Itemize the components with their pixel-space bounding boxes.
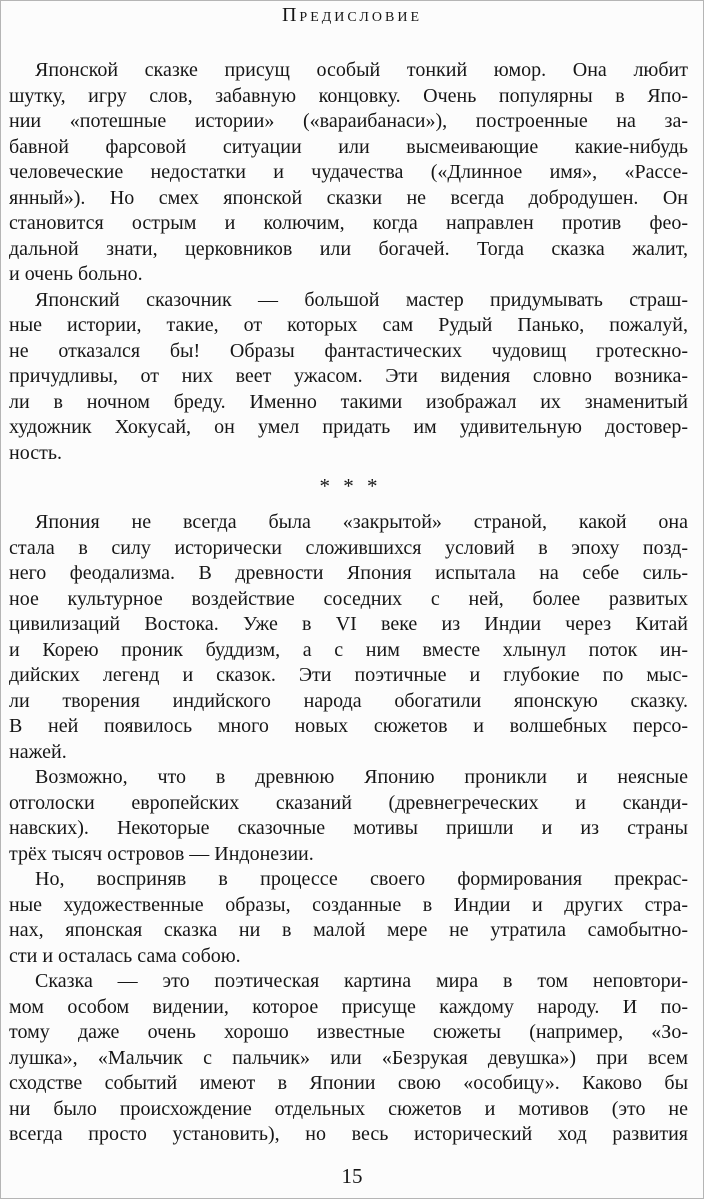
page-header: Предисловие — [281, 4, 423, 26]
text-line: тому даже очень хорошо известные сюжеты (например, «Зо- — [9, 1021, 688, 1043]
text-line: нах, японская сказка ни в малой мере не утратила самобытно- — [9, 919, 688, 941]
text-line: всегда просто установить), но весь исторический ход развития — [9, 1123, 688, 1145]
text-line: и Корею проник буддизм, а с ним вместе хлынул поток ин- — [9, 638, 688, 661]
section-separator: * * * — [319, 474, 378, 498]
text-line: него феодализма. В древности Япония испытала на себе силь- — [9, 562, 688, 584]
text-line: мом особом видении, которое присуще каждому народу. И по- — [9, 995, 688, 1018]
text-line: бавной фарсовой ситуации или высмеивающие какие-нибудь — [9, 135, 688, 158]
text-line: Японский сказочник — большой мастер придумывать страш- — [35, 288, 688, 311]
body-text — [1, 58, 703, 1148]
text-line: ность. — [9, 441, 62, 464]
text-line: художник Хокусай, он умел придать им удивительную достовер- — [9, 416, 688, 438]
text-line: Япония не всегда была «закрытой» страной, какой она — [35, 511, 688, 533]
text-line: сти и осталась сама собою. — [9, 944, 241, 967]
text-line: Возможно, что в древнюю Японию проникли и неясные — [35, 766, 688, 788]
text-line: трёх тысяч островов — Индонезии. — [9, 842, 314, 865]
text-line: Но, восприняв в процессе своего формирования прекрас- — [35, 868, 688, 890]
page-number: 15 — [341, 1163, 363, 1188]
paragraph — [9, 765, 688, 867]
text-line: дийских легенд и сказок. Эти поэтичные и глубокие по мыс- — [9, 664, 688, 686]
text-line: и очень больно. — [9, 263, 143, 285]
text-line: Японской сказке присущ особый тонкий юмор. Она любит — [35, 59, 688, 81]
text-line: Сказка — это поэтическая картина мира в том неповтори- — [35, 970, 688, 992]
text-line: ли творения индийского народа обогатили японскую сказку. — [9, 689, 688, 712]
text-line: ни было происхождение отдельных сюжетов и мотивов (это не — [9, 1097, 688, 1120]
text-line: ли в ночном бреду. Именно такими изображал их знаменитый — [9, 390, 688, 413]
text-line: В ней появилось много новых сюжетов и волшебных персо- — [9, 715, 688, 737]
paragraph — [9, 969, 688, 1148]
text-line: отголоски европейских сказаний (древнегреческих и сканди- — [9, 791, 688, 814]
text-line: не отказался бы! Образы фантастических чудовищ гротескно- — [9, 339, 688, 362]
text-line: ные истории, такие, от которых сам Рудый Панько, пожалуй, — [9, 314, 688, 336]
text-line: навских). Некоторые сказочные мотивы пришли и из страны — [9, 817, 688, 839]
text-line: ные художественные образы, созданные в Индии и других стра- — [9, 893, 688, 916]
text-line: дальной знати, церковников или богачей. Тогда сказка жалит, — [9, 237, 688, 260]
paragraph — [9, 58, 688, 288]
text-line: сходстве событий имеют в Японии свою «особицу». Каково бы — [9, 1072, 688, 1094]
text-line: лушка», «Мальчик с пальчик» или «Безрукая девушка») при всем — [9, 1046, 688, 1069]
paragraph — [9, 867, 688, 969]
paragraph — [9, 288, 688, 467]
paragraph — [9, 510, 688, 765]
text-line: нии «потешные истории» («вараибанаси»), построенные на за- — [9, 110, 688, 132]
text-line: человеческие недостатки и чудачества («Длинное имя», «Рассе- — [9, 161, 688, 183]
text-line: шутку, игру слов, забавную концовку. Очень популярны в Япо- — [9, 84, 688, 107]
text-line: ное культурное воздействие соседних с ней, более развитых — [9, 587, 688, 610]
text-line: причудливы, от них веет ужасом. Эти видения словно возника- — [9, 365, 688, 387]
text-line: становится острым и колючим, когда направлен против фео- — [9, 212, 688, 234]
text-line: янный»). Но смех японской сказки не всегда добродушен. Он — [9, 186, 688, 209]
text-line: нажей. — [9, 740, 67, 763]
text-line: стала в силу исторически сложившихся условий в эпоху позд- — [9, 536, 688, 559]
text-line: цивилизаций Востока. Уже в VI веке из Индии через Китай — [9, 613, 688, 635]
